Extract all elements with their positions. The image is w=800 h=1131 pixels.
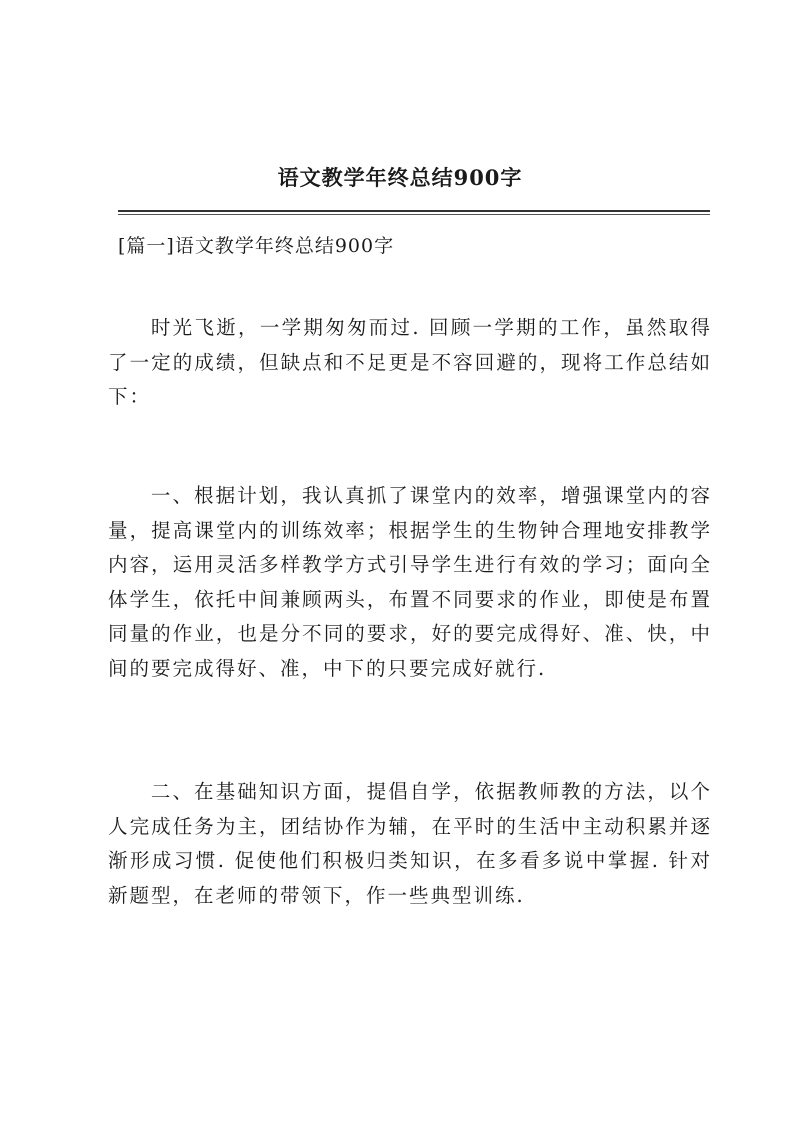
title-divider: [118, 210, 710, 212]
paragraph-intro: 时光飞逝，一学期匆匆而过. 回顾一学期的工作，虽然取得了一定的成绩，但缺点和不足更是不容回避的，现将工作总结如下：: [108, 316, 712, 408]
title-divider-thin: [118, 214, 710, 215]
section-heading: [篇一]语文教学年终总结900字: [118, 235, 395, 257]
document-title: 语文教学年终总结900字: [277, 165, 523, 190]
paragraph-point-two: 二、在基础知识方面，提倡自学，依据教师教的方法，以个人完成任务为主，团结协作为辅，在平时的生活中主动积累并逐渐形成习惯. 促使他们积极归类知识，在多看多说中掌握. 针对新题型，在老师的带领下，作一些典型训练.: [108, 780, 712, 907]
paragraph-point-one: 一、根据计划，我认真抓了课堂内的效率，增强课堂内的容量，提高课堂内的训练效率；根据学生的生物钟合理地安排教学内容，运用灵活多样教学方式引导学生进行有效的学习；面向全体学生，依托中间兼顾两头，布置不同要求的作业，即使是布置同量的作业，也是分不同的要求，好的要完成得好、准、快，中间的要完成得好、准，中下的只要完成好就行.: [108, 484, 712, 680]
